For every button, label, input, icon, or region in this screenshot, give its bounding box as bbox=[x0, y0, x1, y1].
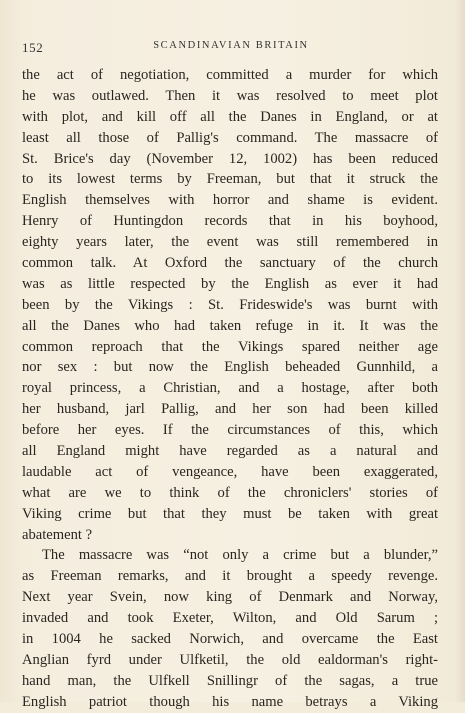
text-line: Henry of Huntingdon records that in his boyhood, bbox=[22, 213, 438, 230]
text-line: English themselves with horror and shame is evident. bbox=[22, 192, 438, 209]
text-line: abatement ? bbox=[22, 526, 93, 543]
text-line: with plot, and kill off all the Danes in England, or at bbox=[22, 108, 438, 125]
text-line: all the Danes who had taken refuge in it. It was the bbox=[22, 317, 438, 334]
text-line: hand man, the Ulfkell Snillingr of the sagas, a true bbox=[22, 672, 438, 689]
text-line: least all those of Pallig's command. The massacre of bbox=[22, 129, 438, 146]
text-line: Next year Svein, now king of Denmark and Norway, bbox=[22, 589, 438, 606]
page-header bbox=[22, 40, 440, 58]
text-line: eighty years later, the event was still remembered in bbox=[22, 234, 438, 251]
page-number: 152 bbox=[22, 40, 44, 55]
text-line: St. Brice's day (November 12, 1002) has been reduced bbox=[22, 150, 438, 167]
text-line: been by the Vikings : St. Frideswide's was burnt with bbox=[22, 296, 438, 313]
text-line: all England might have regarded as a natural and bbox=[22, 443, 438, 460]
page-edge-shadow bbox=[455, 0, 465, 702]
text-line: common talk. At Oxford the sanctuary of the church bbox=[22, 255, 438, 272]
text-line: the act of negotiation, committed a murder for which bbox=[22, 67, 438, 83]
text-line: what are we to think of the chroniclers' stories of bbox=[22, 484, 438, 501]
paragraph bbox=[22, 65, 438, 545]
text-line: before her eyes. If the circumstances of this, which bbox=[22, 422, 438, 439]
text-line: royal princess, a Christian, and a hostage, after both bbox=[22, 380, 438, 397]
text-line: invaded and took Exeter, Wilton, and Old Sarum ; bbox=[22, 610, 438, 627]
text-line: English patriot though his name betrays a Viking bbox=[22, 693, 438, 710]
text-line: in 1004 he sacked Norwich, and overcame the East bbox=[22, 631, 438, 648]
text-line: as Freeman remarks, and it brought a speedy revenge. bbox=[22, 568, 438, 585]
text-line: to its lowest terms by Freeman, but that it struck the bbox=[22, 171, 438, 188]
text-line: common reproach that the Vikings spared neither age bbox=[22, 338, 438, 355]
paragraph bbox=[22, 545, 438, 712]
text-line: was as little respected by the English as ever it had bbox=[22, 275, 438, 292]
text-line: nor sex : but now the English beheaded Gunnhild, a bbox=[22, 359, 438, 376]
running-title: SCANDINAVIAN BRITAIN bbox=[153, 40, 309, 51]
text-line: her husband, jarl Pallig, and her son had been killed bbox=[22, 401, 438, 418]
text-line: Viking crime but that they must be taken with great bbox=[22, 505, 438, 522]
text-line: laudable act of vengeance, have been exaggerated, bbox=[22, 463, 438, 480]
text-line: he was outlawed. Then it was resolved to meet plot bbox=[22, 87, 438, 104]
text-line: The massacre was “not only a crime but a blunder,” bbox=[42, 547, 438, 564]
text-line: Anglian fyrd under Ulfketil, the old ealdorman's right- bbox=[22, 651, 438, 668]
body-text bbox=[22, 65, 438, 713]
